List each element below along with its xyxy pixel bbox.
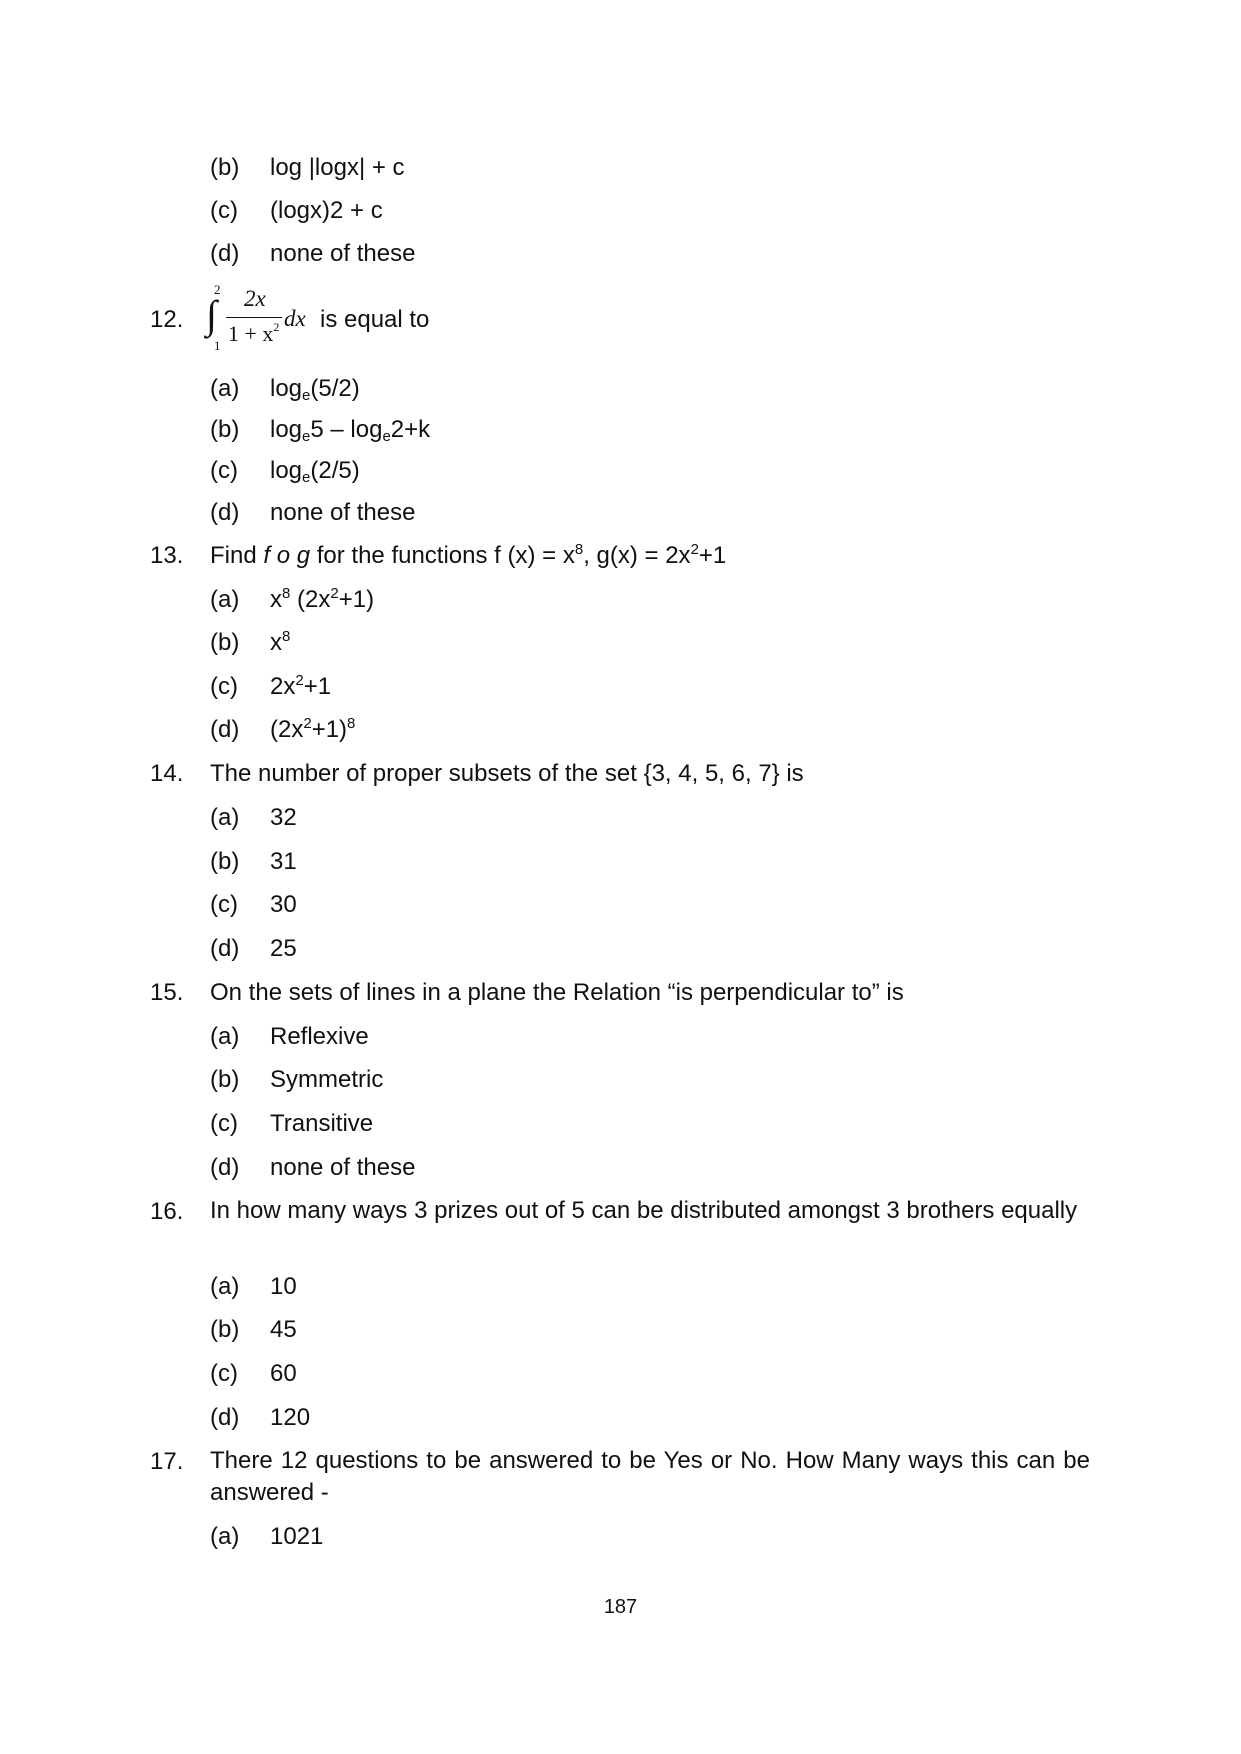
option-text: $\log_e(2/5)$ [270,457,360,486]
option-label: (b) [210,1066,240,1093]
option-text: 1021 [270,1523,324,1550]
integral-expression [206,283,316,353]
fraction-bar [226,317,282,318]
option-text: $x^8$ $(2x^2+1)$ [270,585,375,613]
question-number: 13. [150,542,184,569]
option-label: (c) [210,1360,238,1387]
option-text: none of these [270,499,416,526]
integral-numerator: 2x [244,286,266,311]
option-label: (a) [210,1023,240,1050]
option-text: log |logx| + c [270,154,405,181]
question-number: 14. [150,760,184,787]
question-number: 16. [150,1198,184,1225]
option-label: (a) [210,1523,240,1550]
option-label: (b) [210,629,240,656]
option-label: (a) [210,804,240,831]
option-text: 60 [270,1360,297,1387]
integral-denominator: $1 + x^2$ [228,320,280,346]
option-text: Reflexive [270,1023,369,1050]
question-text: On the sets of lines in a plane the Relation “is perpendicular to” is [210,979,904,1006]
option-label: (c) [210,673,238,700]
option-label: (c) [210,197,238,224]
option-label: (d) [210,716,240,743]
option-label: (d) [210,240,240,267]
option-text: 45 [270,1316,297,1343]
question-text: Find f o g for the functions f $(x) = x^8$, $g(x) = 2x^2+1$ [210,541,727,569]
integral-dx: dx [284,306,306,331]
option-text: $2x^2+1$ [270,672,332,700]
option-text: $x^8$ [270,628,291,656]
option-text: $\log_e(5/2)$ [270,375,360,404]
option-text: (logx)2 + c [270,197,383,224]
option-text: 10 [270,1273,297,1300]
option-label: (b) [210,1316,240,1343]
option-label: (a) [210,586,240,613]
option-label: (d) [210,499,240,526]
question-text: There 12 questions to be answered to be Yes or No. How Many ways this can be answered - [210,1447,1090,1506]
integral-upper-limit: 2 [214,282,221,297]
option-label: (d) [210,935,240,962]
option-text: none of these [270,1154,416,1181]
integral-lower-limit: 1 [214,338,221,353]
question-number: 15. [150,979,184,1006]
question-text: In how many ways 3 prizes out of 5 can be distributed amongst 3 brothers equally [210,1197,1078,1224]
option-text: 32 [270,804,297,831]
option-text: $(2x^2+1)^8$ [270,715,356,743]
option-text: 30 [270,891,297,918]
integral-sign: ∫ [206,292,217,337]
option-label: (c) [210,457,238,484]
option-text: 25 [270,935,297,962]
question-text: The number of proper subsets of the set {3, 4, 5, 6, 7} is [210,760,804,787]
option-text: 120 [270,1404,311,1431]
option-text: none of these [270,240,416,267]
option-label: (a) [210,375,240,402]
option-text: $\log_e5 - \log_e2+k$ [270,416,431,445]
option-text: Transitive [270,1110,374,1137]
option-label: (b) [210,416,240,443]
option-label: (d) [210,1404,240,1431]
option-label: (b) [210,848,240,875]
option-label: (b) [210,154,240,181]
option-label: (c) [210,891,238,918]
question-number: 12. [150,306,184,333]
question-number: 17. [150,1448,184,1475]
option-label: (c) [210,1110,238,1137]
option-text: Symmetric [270,1066,384,1093]
question-text: is equal to [320,306,430,333]
option-text: 31 [270,848,297,875]
option-label: (a) [210,1273,240,1300]
page-number: 187 [603,1596,638,1618]
option-label: (d) [210,1154,240,1181]
